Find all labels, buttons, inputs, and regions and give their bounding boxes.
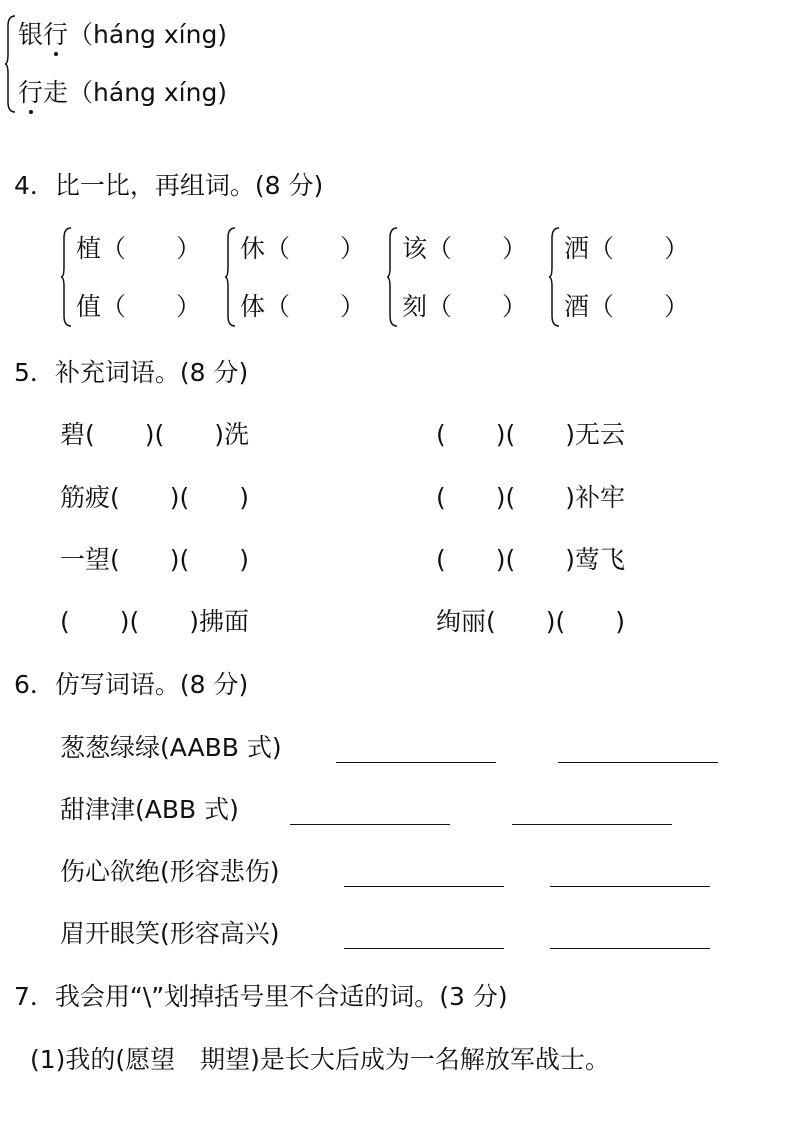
pinyin-text: （háng xíng)	[68, 20, 228, 49]
q5-right-1: ( )( )无云	[436, 420, 626, 449]
q7-item-1: (1)我的(愿望 期望)是长大后成为一名解放军战士。	[30, 1045, 610, 1074]
q4-group-1-top: 植（ ）	[76, 234, 202, 263]
q6-title: 6．仿写词语。(8 分)	[14, 670, 249, 699]
q6-row-3-blank-1[interactable]	[344, 866, 504, 887]
q5-left-2: 筋疲( )( )	[60, 483, 250, 512]
q6-row-4-blank-2[interactable]	[550, 928, 710, 949]
q4-group-1-bottom: 值（ ）	[76, 292, 202, 321]
pinyin-row-1	[18, 22, 227, 47]
pinyin-char-a-dotted: 行	[18, 78, 44, 107]
brace-q4-3	[386, 226, 398, 328]
pinyin-text: （háng xíng)	[68, 78, 228, 107]
q6-row-4-label: 眉开眼笑(形容高兴)	[60, 919, 280, 948]
q6-row-2-label: 甜津津(ABB 式)	[60, 795, 239, 824]
q4-group-2-top: 休（ ）	[240, 234, 366, 263]
q5-right-4: 绚丽( )( )	[436, 607, 626, 636]
pinyin-char-b: 走	[43, 78, 69, 107]
brace-q4-4	[548, 226, 560, 328]
q5-left-4: ( )( )拂面	[60, 607, 250, 636]
q5-left-1: 碧( )( )洗	[60, 420, 250, 449]
q6-row-1-blank-1[interactable]	[336, 742, 496, 763]
brace-top	[4, 14, 16, 114]
q6-row-2-blank-1[interactable]	[290, 804, 450, 825]
q4-group-4-bottom: 酒（ ）	[564, 292, 690, 321]
q5-right-3: ( )( )莺飞	[436, 545, 626, 574]
q6-row-1-label: 葱葱绿绿(AABB 式)	[60, 733, 282, 762]
q4-group-4-top: 洒（ ）	[564, 234, 690, 263]
q6-row-3-blank-2[interactable]	[550, 866, 710, 887]
q6-row-4-blank-1[interactable]	[344, 928, 504, 949]
q4-group-2-bottom: 体（ ）	[240, 292, 366, 321]
brace-q4-1	[60, 226, 72, 328]
q6-row-1-blank-2[interactable]	[558, 742, 718, 763]
q5-right-2: ( )( )补牢	[436, 483, 626, 512]
q4-title: 4．比一比，再组词。(8 分)	[14, 171, 324, 200]
q5-left-3: 一望( )( )	[60, 545, 250, 574]
q5-title: 5．补充词语。(8 分)	[14, 358, 249, 387]
pinyin-row-2	[18, 80, 227, 105]
q7-title: 7．我会用“\”划掉括号里不合适的词。(3 分)	[14, 982, 508, 1011]
q6-row-2-blank-2[interactable]	[512, 804, 672, 825]
pinyin-char-a: 银	[18, 20, 44, 49]
q6-row-3-label: 伤心欲绝(形容悲伤)	[60, 857, 280, 886]
brace-q4-2	[224, 226, 236, 328]
q4-group-3-bottom: 刻（ ）	[402, 292, 528, 321]
q4-group-3-top: 该（ ）	[402, 234, 528, 263]
pinyin-char-b-dotted: 行	[43, 20, 69, 49]
